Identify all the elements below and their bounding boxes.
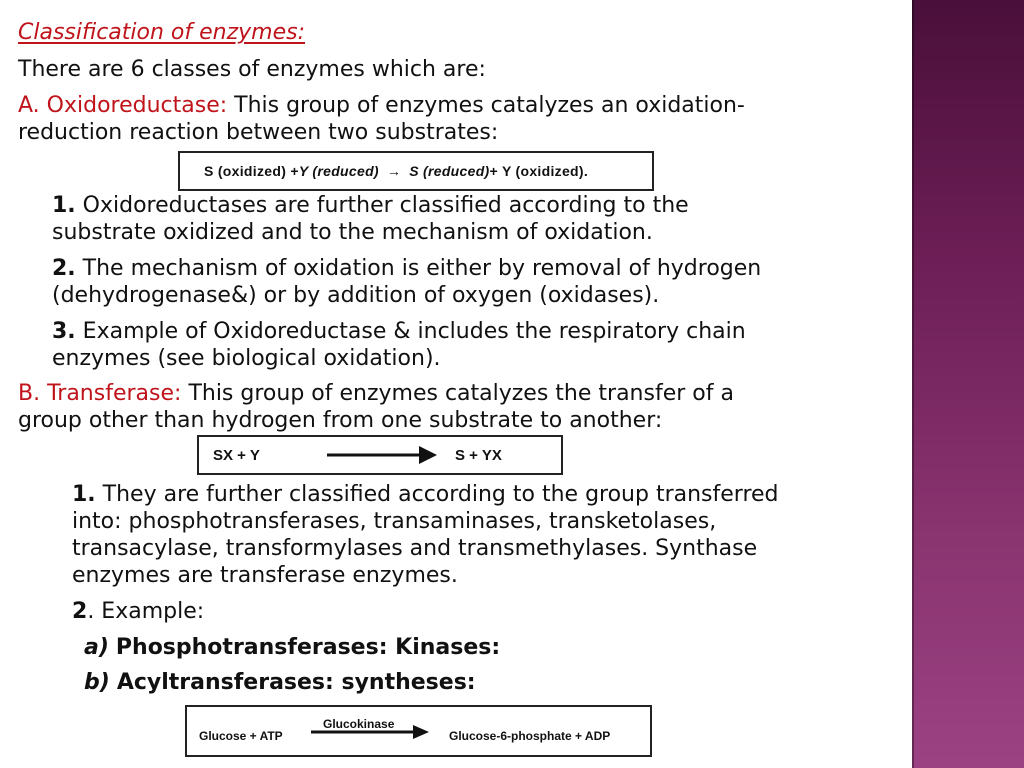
- eq2-arrow-icon: [327, 443, 439, 467]
- a-point-1-line2: substrate oxidized and to the mechanism of oxidation.: [52, 220, 653, 245]
- transferase-equation: [197, 435, 563, 475]
- a-point-1-text: Oxidoreductases are further classified according to the: [82, 193, 689, 218]
- a-point-2-line2: (dehydrogenase&) or by addition of oxygen (oxidases).: [52, 283, 660, 308]
- section-b-line1: [18, 380, 734, 407]
- b-point-1-line1: [72, 481, 779, 508]
- b-point-2-num: 2: [72, 599, 88, 624]
- b-point-1-line2: into: phosphotransferases, transaminases, transketolases,: [72, 509, 717, 534]
- b-point-1-line4: enzymes are transferase enzymes.: [72, 563, 458, 588]
- eq1-part1: S (oxidized) +: [204, 162, 299, 179]
- eq3-right: Glucose-6-phosphate + ADP: [449, 729, 611, 743]
- eq3-left: Glucose + ATP: [199, 729, 283, 743]
- a-point-3-line1: [52, 318, 746, 345]
- eq1-part4: + Y (oxidized).: [489, 162, 589, 179]
- a-point-2-text: The mechanism of oxidation is either by removal of hydrogen: [82, 256, 762, 281]
- eq2-left: SX + Y: [213, 446, 260, 464]
- glucokinase-equation: [185, 705, 652, 757]
- intro-text: There are 6 classes of enzymes which are:: [18, 57, 486, 82]
- eq1-part3: S (reduced): [409, 162, 490, 179]
- eq3-enzyme: Glucokinase: [323, 717, 395, 731]
- b-point-2-text: . Example:: [87, 599, 205, 624]
- section-b-text1: This group of enzymes catalyzes the transfer of a: [188, 381, 734, 406]
- b-point-1-text: They are further classified according to the group transferred: [102, 482, 779, 507]
- section-a-line2: reduction reaction between two substrates:: [18, 120, 499, 145]
- example-b: [84, 669, 476, 696]
- decorative-sidebar: [912, 0, 1024, 768]
- eq2-right: S + YX: [455, 446, 502, 464]
- section-b-line2: group other than hydrogen from one substrate to another:: [18, 408, 663, 433]
- example-b-text: Acyltransferases: syntheses:: [116, 670, 476, 695]
- example-b-letter: b): [84, 670, 110, 695]
- a-point-3-line2: enzymes (see biological oxidation).: [52, 346, 441, 371]
- b-point-1-line3: transacylase, transformylases and transmethylases. Synthase: [72, 536, 758, 561]
- a-point-2-line1: [52, 255, 761, 282]
- a-point-1-num: 1.: [52, 193, 76, 218]
- a-point-3-text: Example of Oxidoreductase & includes the respiratory chain: [82, 319, 746, 344]
- b-point-2: [72, 598, 204, 625]
- section-a-label: A. Oxidoreductase:: [18, 93, 228, 118]
- b-point-1-num: 1.: [72, 482, 96, 507]
- oxidoreductase-equation: [178, 151, 654, 191]
- a-point-3-num: 3.: [52, 319, 76, 344]
- example-a-text: Phosphotransferases: Kinases:: [115, 635, 501, 660]
- eq3-arrow-icon: [311, 724, 431, 740]
- example-a-letter: a): [84, 635, 109, 660]
- section-a-line1: [18, 92, 745, 119]
- eq1-arrow: →: [386, 162, 402, 179]
- example-a: [84, 634, 500, 661]
- eq1-part2: Y (reduced): [298, 162, 379, 179]
- section-a-text1: This group of enzymes catalyzes an oxidation-: [234, 93, 745, 118]
- section-b-label: B. Transferase:: [18, 381, 182, 406]
- a-point-1-line1: [52, 192, 689, 219]
- slide-title: Classification of enzymes:: [18, 20, 305, 45]
- a-point-2-num: 2.: [52, 256, 76, 281]
